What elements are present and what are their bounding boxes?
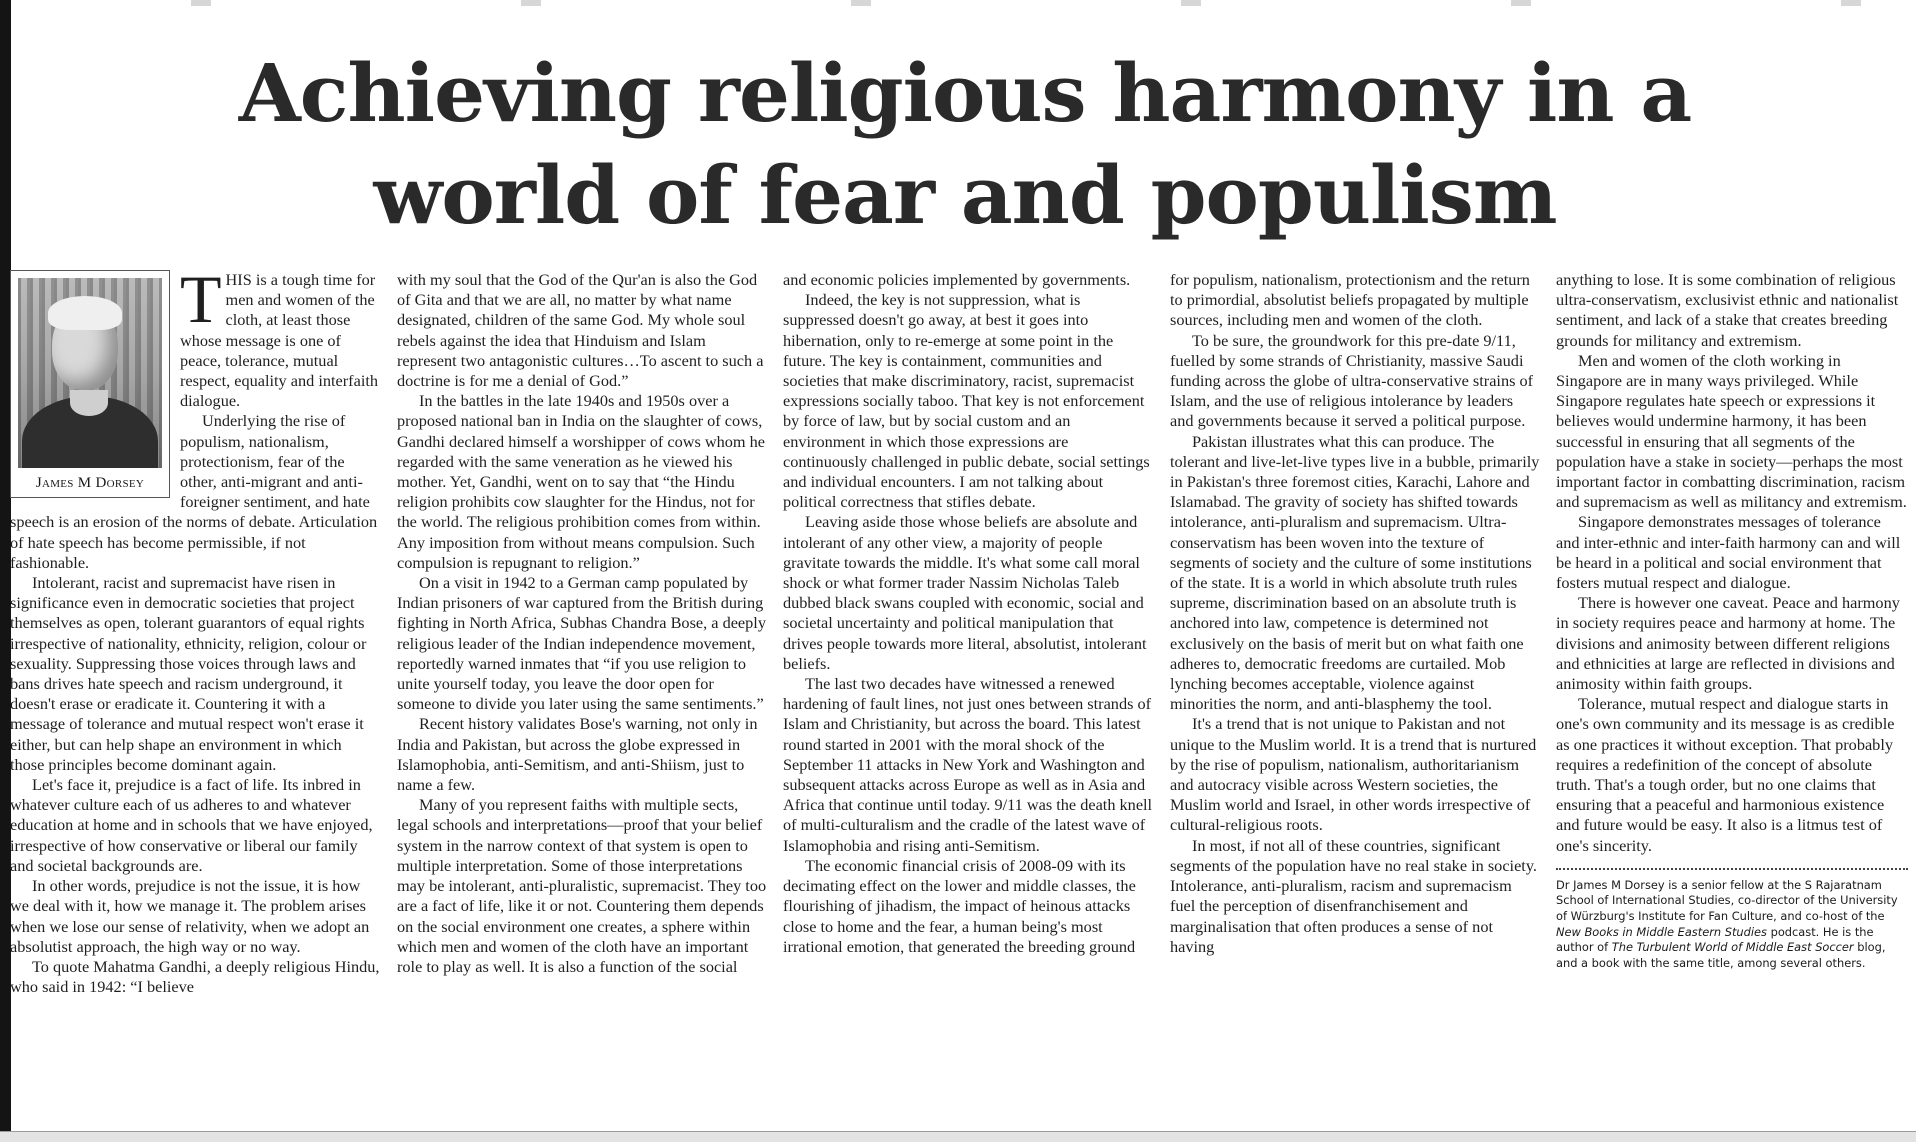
paragraph: The economic financial crisis of 2008-09 with its decimating effect on the lower and middle classes, the flourishing of jihadism, the impact of heinous attacks close to home and the fear, a human being's most irrational emotion, that generated the breeding ground bbox=[783, 855, 1136, 956]
paragraph: In other words, prejudice is not the issue, it is how we deal with it, how we manage it. The problem arises when we lose our sense of relativity, when we adopt an absolutist approach, the high way or no way. bbox=[10, 876, 370, 956]
drop-cap: T bbox=[180, 270, 222, 337]
paragraph: Men and women of the cloth working in Singapore are in many ways privileged. While Singapore regulates hate speech or expressions it believes would undermine harmony, it has been successful in ensuring that all segments of the population have a stake in society—perhaps the most important factor in combatting discrimination, racism and supremacism as well as militancy and extremism. bbox=[1556, 350, 1907, 512]
column-4 bbox=[1170, 270, 1540, 1110]
headline bbox=[20, 42, 1910, 246]
bottom-page-rule bbox=[0, 1131, 1916, 1142]
paragraph: Indeed, the key is not suppression, what is suppressed doesn't go away, at best it goes into hibernation, only to re-emerge at some point in the future. The key is containment, communities and societies that make discriminatory, racist, supremacist expressions socially taboo. That key is not enforcement by force of law, but by social custom and an environment in which those expressions are continuously challenged in public debate, social settings and individual encounters. I am not talking about political correctness that stifles debate. bbox=[783, 290, 1150, 512]
paragraph: THIS is a tough time for men and women of the cloth, at least those whose message is one of peace, tolerance, mutual respect, equality and interfaith dialogue. bbox=[180, 270, 379, 411]
article-body bbox=[10, 270, 1908, 1110]
paragraph: There is however one caveat. Peace and harmony in society requires peace and harmony at home. The divisions and animosity between different religions and ethnicities at large are reflected in divisions and animosity within faith groups. bbox=[1556, 593, 1900, 694]
paragraph: with my soul that the God of the Qur'an is also the God of Gita and that we are all, no matter by what name designated, children of the same God. My whole soul rebels against the idea that Hinduism and Islam represent two antagonistic cultures…To ascent to such a doctrine is for me a denial of God.” bbox=[397, 270, 764, 391]
paragraph: In the battles in the late 1940s and 1950s over a proposed national ban in India on the slaughter of cows, Gandhi declared himself a worshipper of cows whom he regarded with the same veneration as he viewed his mother. Yet, Gandhi, went on to say that “the Hindu religion prohibits cow slaughter for the Hindus, not for the world. The religious prohibition comes from within. Any imposition from without means compulsion. Such compulsion is repugnant to religion.” bbox=[397, 391, 766, 572]
top-page-strip bbox=[11, 0, 1916, 6]
paragraph: It's a trend that is not unique to Pakistan and not unique to the Muslim world. It is a trend that is nurtured by the rise of populism, nationalism, authoritarianism and autocracy visible across Western societies, the Muslim world and Israel, in other words irrespective of cultural-religious roots. bbox=[1170, 714, 1537, 835]
paragraph: To quote Mahatma Gandhi, a deeply religious Hindu, who said in 1942: “I believe bbox=[10, 956, 380, 997]
podcast-title: New Books in Middle Eastern Studies bbox=[1556, 924, 1767, 939]
paragraph: Many of you represent faiths with multiple sects, legal schools and interpretations—proof that your belief system in the narrow context of that system is open to multiple interpretation. Some of those interpretations may be intolerant, anti-pluralistic, supremacist. They too are a fact of life, like it or not. Countering them depends on the social environment one creates, a sphere within which men and women of the cloth have an important role to play as well. It is also a function of the social bbox=[397, 795, 767, 976]
headline-line-1: Achieving religious harmony in a bbox=[238, 46, 1692, 140]
paragraph: Pakistan illustrates what this can produce. The tolerant and live-let-live types live in a bubble, primarily in Pakistan's three foremost cities, Karachi, Lahore and Islamabad. The gravity of society has shifted towards intolerance, anti-pluralism and supremacism. Ultra-conservatism has been woven into the texture of segments of society and the culture of some institutions of the state. It is a world in which absolute truth rules supreme, discrimination based on an absolute truth is anchored into law, competence is determined not exclusively on the basis of merit but on what faith one adheres to, democratic freedoms are curtailed. Mob lynching becomes acceptable, violence against minorities the norm, and anti-blasphemy the tool. bbox=[1170, 431, 1540, 714]
paragraph: Recent history validates Bose's warning, not only in India and Pakistan, but across the globe expressed in Islamophobia, anti-Semitism, and anti-Shiism, just to name a few. bbox=[397, 714, 758, 795]
paragraph: and economic policies implemented by governments. bbox=[783, 270, 1131, 289]
column-3 bbox=[783, 270, 1153, 1110]
author-byline: James M Dorsey bbox=[35, 475, 145, 491]
paragraph: The last two decades have witnessed a renewed hardening of fault lines, not just ones between strands of Islam and Christianity, but across the board. This latest round started in 2001 with the moral shock of the September 11 attacks in New York and Washington and subsequent attacks across Europe as well as in Asia and Africa that continue until today. 9/11 was the death knell of multi-culturalism and the cradle of the latest wave of Islamophobia and rising anti-Semitism. bbox=[783, 674, 1153, 855]
paragraph: Let's face it, prejudice is a fact of life. Its inbred in whatever culture each of us adheres to and whatever education at home and in schools that we have enjoyed, irrespective of how conservative or liberal our family and societal backgrounds are. bbox=[10, 775, 373, 875]
paragraph: On a visit in 1942 to a German camp populated by Indian prisoners of war captured from the British during fighting in North Africa, Subhas Chandra Bose, a deeply religious leader of the Indian independence movement, reportedly warned inmates that “if you use religion to unite yourself today, you leave the door open for someone to divide you later using the same sentiments.” bbox=[397, 573, 766, 714]
paragraph: Leaving aside those whose beliefs are absolute and intolerant of any other view, a majority of people gravitate towards the middle. It's what some call moral shock or what former trader Nassim Nicholas Taleb dubbed black swans coupled with economic, social and societal uncertainty and political manipulation that drives people towards more literal, absolutist, intolerant beliefs. bbox=[783, 512, 1147, 673]
column-2 bbox=[397, 270, 767, 1110]
column-5 bbox=[1556, 270, 1908, 1110]
paragraph: In most, if not all of these countries, significant segments of the population have no real stake in society. Intolerance, anti-pluralism, racism and supremacism fuel the perception of disenfranchisement and marginalisation that often produces a sense of not having bbox=[1170, 835, 1537, 956]
paragraph: Tolerance, mutual respect and dialogue starts in one's own community and its message is as credible as one practices it without exception. That probably requires a redefinition of the concept of absolute truth. That's a tough order, but no one claims that ensuring that a peaceful and harmonious existence and future would be easy. It also is a litmus test of one's sincerity. bbox=[1556, 694, 1895, 855]
author-photo-box bbox=[10, 270, 170, 498]
bio-divider bbox=[1556, 868, 1908, 870]
paragraph: Intolerant, racist and supremacist have risen in significance even in democratic societies that project themselves as open, tolerant guarantors of equal rights irrespective of nationality, ethnicity, religion, colour or sexuality. Suppressing those voices through laws and bans drives hate speech and racism underground, it doesn't erase or eradicate it. Countering it with a message of tolerance and mutual respect won't erase it either, but can help shape an environment in which those principles become dominant again. bbox=[10, 573, 367, 774]
paragraph: To be sure, the groundwork for this pre-date 9/11, fuelled by some strands of Christianity, massive Saudi funding across the globe of ultra-conservative strains of Islam, and the use of religious intolerance by leaders and governments because it served a political purpose. bbox=[1170, 330, 1534, 431]
paragraph: Singapore demonstrates messages of tolerance and inter-ethnic and inter-faith harmony can and will be heard in a political and social environment that fosters mutual respect and dialogue. bbox=[1556, 512, 1901, 593]
book-title: The Turbulent World of Middle East Soccer bbox=[1611, 940, 1854, 955]
paragraph: for populism, nationalism, protectionism and the return to primordial, absolutist beliefs propagated by multiple sources, including men and women of the cloth. bbox=[1170, 270, 1530, 330]
headline-line-2: world of fear and populism bbox=[373, 148, 1557, 242]
paragraph: anything to lose. It is some combination of religious ultra-conservatism, exclusivist ethnic and nationalist sentiment, and lack of a stake that creates breeding grounds for militancy and extremism. bbox=[1556, 270, 1899, 350]
author-bio: Dr James M Dorsey is a senior fellow at the S Rajaratnam School of International Studies, co-director of the University of Würzburg's Institute for Fan Culture, and co-host of the New Books in Middle Eastern Studies podcast. He is the author of The Turbulent World of Middle East Soccer blog, and a book with the same title, among several others. bbox=[1556, 877, 1898, 970]
paragraph: Underlying the rise of populism, nationalism, protectionism, fear of the other, anti-migrant and anti-foreigner sentiment, and hate speech is an erosion of the norms of debate. Articulation of hate speech has become permissible, if not fashionable. bbox=[10, 411, 378, 572]
column-1 bbox=[10, 270, 380, 1110]
author-photo bbox=[18, 278, 162, 468]
